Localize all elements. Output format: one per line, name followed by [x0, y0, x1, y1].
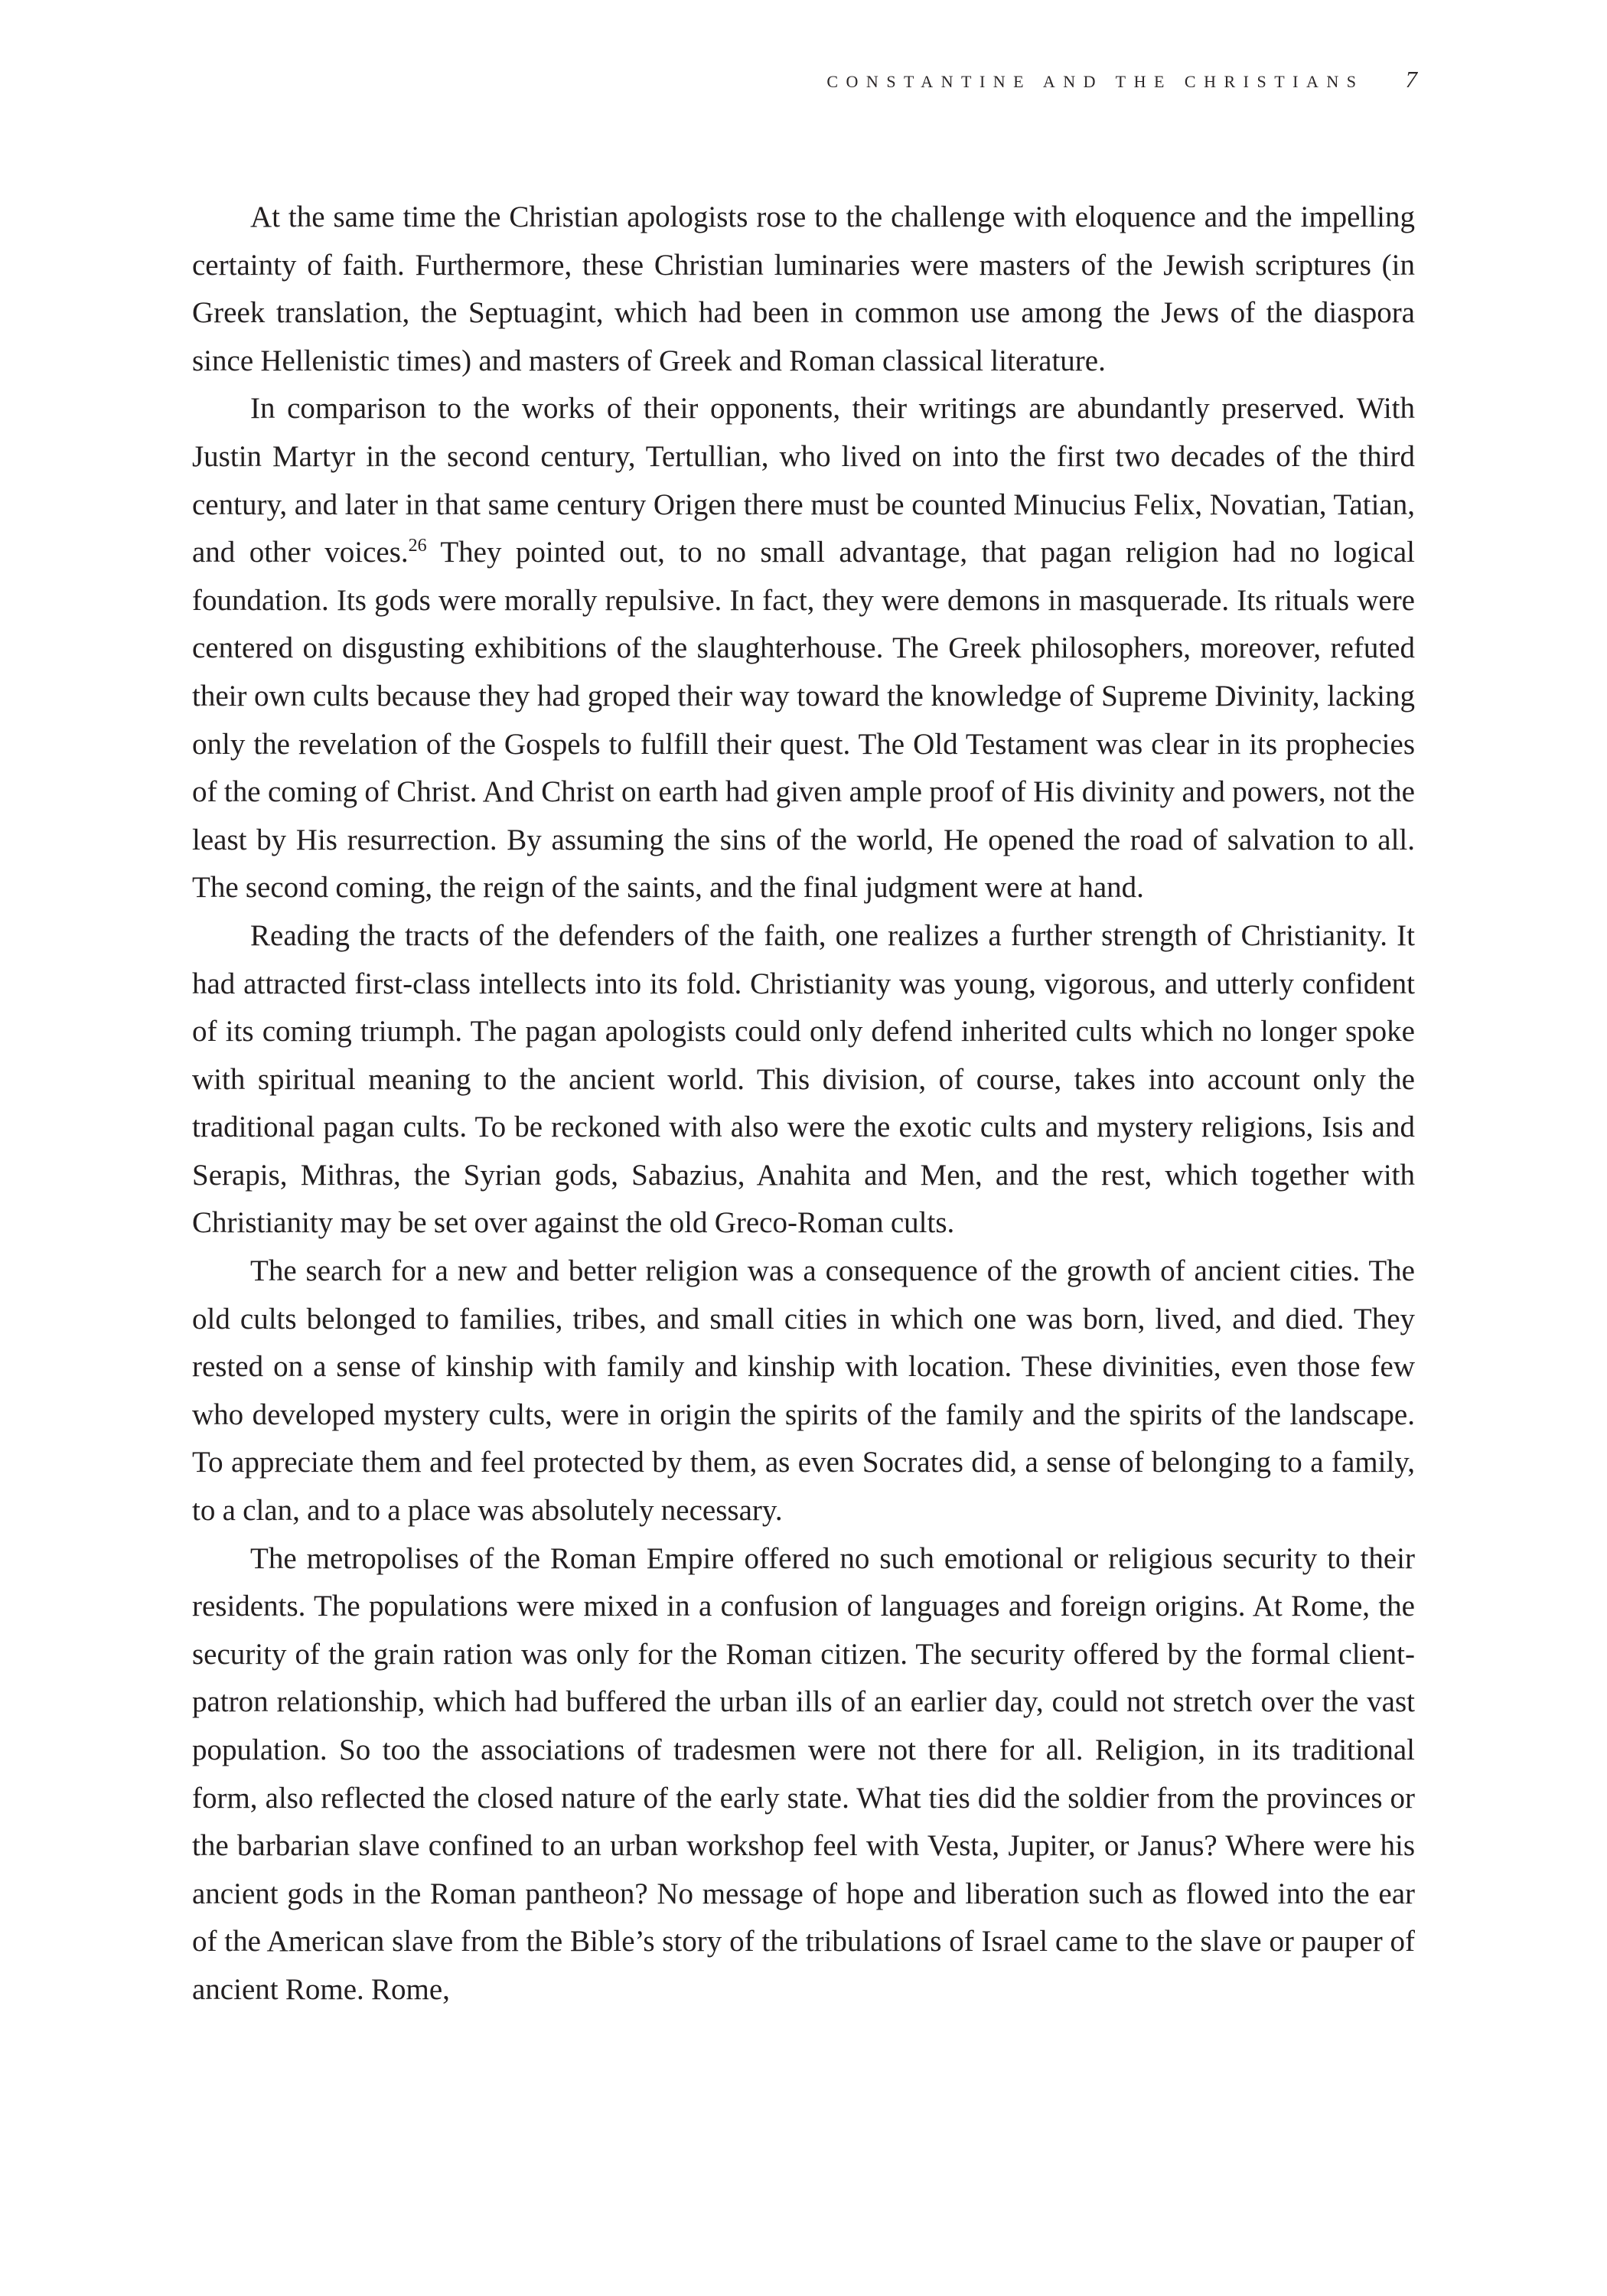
paragraph-3: Reading the tracts of the defenders of the faith, one realizes a further strength of Christianity. It had attracted first-class intellects into its fold. Christianity was young, vigorous, and utterly confident of its coming triumph. The pagan apologists could only defend inherited cults which no longer spoke with spiritual meaning to the ancient world. This division, of course, takes into account only the traditional pagan cults. To be reckoned with also were the exotic cults and mystery religions, Isis and Serapis, Mithras, the Syrian gods, Sabazius, Anahita and Men, and the rest, which together with Christianity may be set over against the old Greco-Roman cults. — [192, 918, 1415, 1240]
running-title: CONSTANTINE AND THE CHRISTIANS — [826, 72, 1364, 91]
paragraph-4: The search for a new and better religion was a consequence of the growth of ancient cities. The old cults belonged to families, tribes, and small cities in which one was born, lived, and died. They rested on a sense of kinship with family and kinship with location. These divinities, even those few who developed mystery cults, were in origin the spirits of the family and the spirits of the landscape. To appreciate them and feel protected by them, as even Socrates did, a sense of belonging to a family, to a clan, and to a place was absolutely necessary. — [192, 1254, 1415, 1528]
paragraph-2-text-b: They pointed out, to no small advantage, that pagan religion had no logical foundation. Its gods were morally repulsive. In fact, they were demons in masquerade. Its rituals were centered on disgusting exhibitions of the slaughterhouse. The Greek philosophers, moreover, refuted their own cults because they had groped their way toward the knowledge of Supreme Divinity, lacking only the revelation of the Gospels to fulfill their quest. The Old Testament was clear in its prophecies of the coming of Christ. And Christ on earth had given ample proof of His divinity and powers, not the least by His resurrection. By assuming the sins of the world, He opened the road of salvation to all. The second coming, the reign of the saints, and the final judgment were at hand. — [192, 536, 1415, 905]
paragraph-5: The metropolises of the Roman Empire offered no such emotional or religious security to their residents. The populations were mixed in a confusion of languages and foreign origins. At Rome, the security of the grain ration was only for the Roman citizen. The security offered by the formal client-patron relationship, which had buffered the urban ills of an earlier day, could not stretch over the vast population. So too the associations of tradesmen were not there for all. Religion, in its traditional form, also reflected the closed nature of the early state. What ties did the soldier from the provinces or the barbarian slave confined to an urban workshop feel with Vesta, Jupiter, or Janus? Where were his ancient gods in the Roman pantheon? No message of hope and liberation such as flowed into the ear of the American slave from the Bible’s story of the tribulations of Israel came to the slave or pauper of ancient Rome. Rome, — [192, 1541, 1415, 2006]
paragraph-1: At the same time the Christian apologists rose to the challenge with eloquence and the impelling certainty of faith. Furthermore, these Christian luminaries were masters of the Jewish scriptures (in Greek translation, the Septuagint, which had been in common use among the Jews of the diaspora since Hellenistic times) and masters of Greek and Roman classical literature. — [192, 201, 1415, 377]
body-text — [192, 194, 1415, 2107]
running-head — [826, 66, 1417, 93]
footnote-reference[interactable]: 26 — [408, 536, 427, 556]
paragraph-2 — [192, 385, 1415, 912]
page-number: 7 — [1405, 66, 1417, 93]
paragraph-2-text-a: In comparison to the works of their opponents, their writings are abundantly preserved. With Justin Martyr in the second century, Tertullian, who lived on into the first two decades of the third century, and later in that same century Origen there must be counted Minucius Felix, Novatian, Tatian, and other voices. — [192, 392, 1415, 569]
